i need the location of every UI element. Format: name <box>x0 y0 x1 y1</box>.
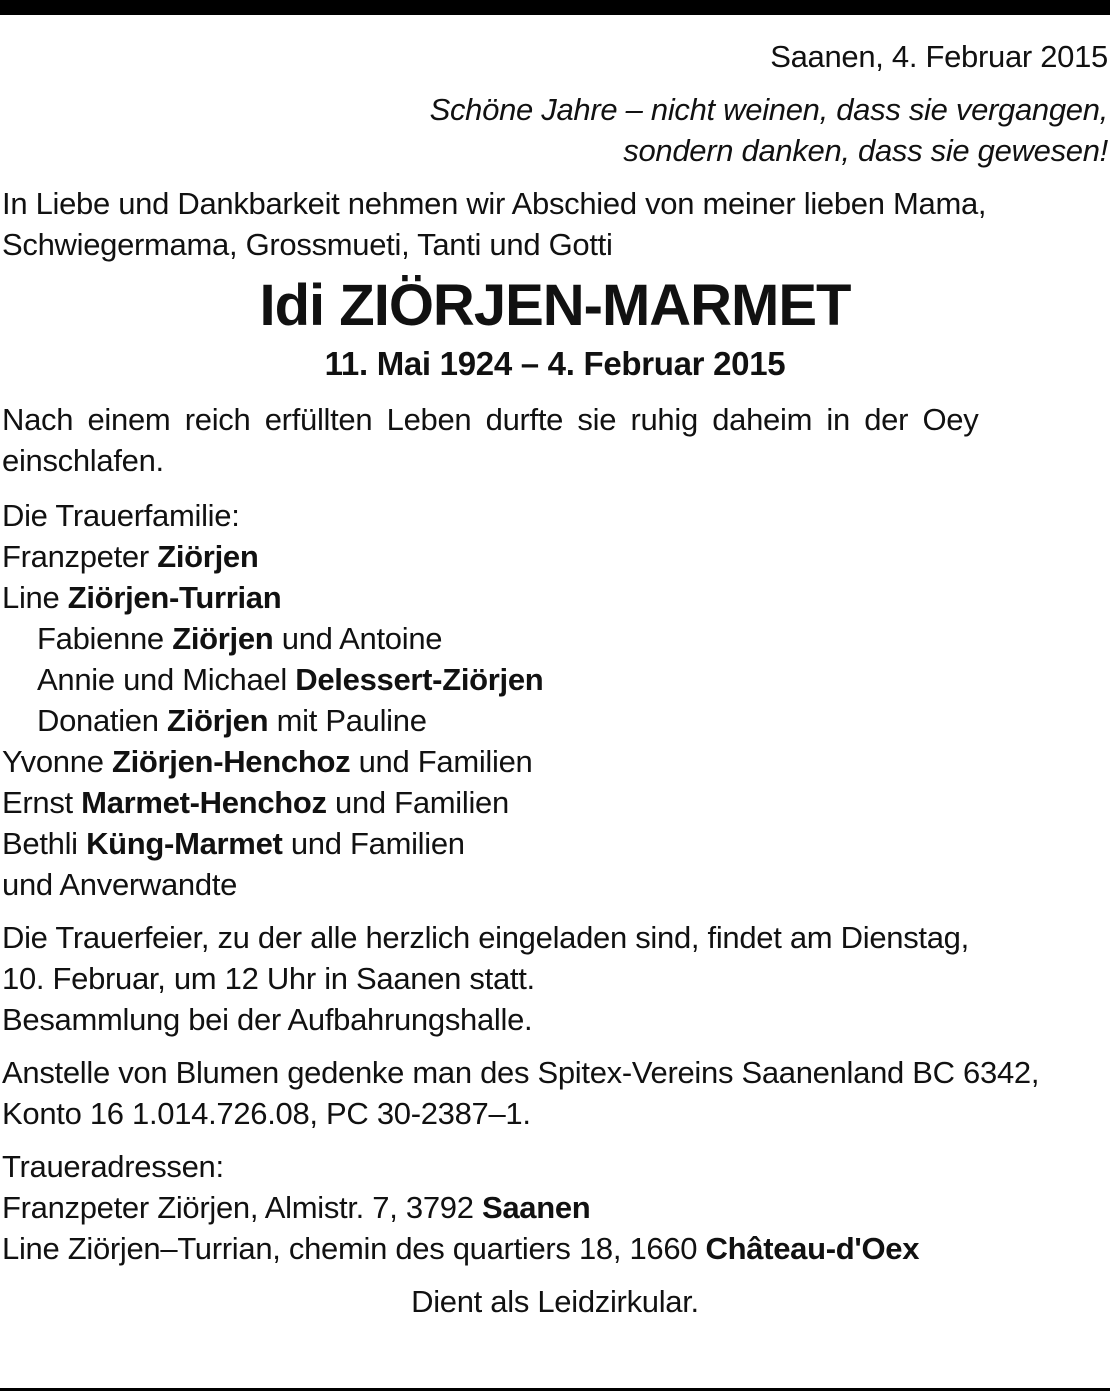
family-member <box>2 618 1108 659</box>
life-dates: 11. Mai 1924 – 4. Februar 2015 <box>324 345 786 382</box>
address-town: Château-d'Oex <box>705 1231 920 1266</box>
family-list <box>2 495 1108 905</box>
member-surname: Ziörjen <box>172 621 274 656</box>
member-suffix: und Familien <box>350 744 533 779</box>
member-surname: Ziörjen-Henchoz <box>111 744 351 779</box>
address-street: Franzpeter Ziörjen, Almistr. 7, 3792 <box>2 1190 482 1225</box>
member-suffix: mit Pauline <box>268 703 427 738</box>
memorial-quote <box>2 89 1108 171</box>
family-member <box>2 782 1108 823</box>
member-suffix: und Antoine <box>273 621 443 656</box>
member-given-name: Bethli <box>2 826 87 861</box>
donation-info <box>2 1052 1108 1134</box>
mourning-addresses <box>2 1146 1108 1269</box>
member-surname: Delessert-Ziörjen <box>295 662 544 697</box>
ceremony-line-1: Die Trauerfeier, zu der alle herzlich eingeladen sind, findet am Dienstag, <box>2 920 969 955</box>
member-suffix: und Familien <box>326 785 509 820</box>
family-member <box>2 700 1108 741</box>
family-member <box>2 823 1108 864</box>
quote-line-1: Schöne Jahre – nicht weinen, dass sie vergangen, <box>429 92 1108 127</box>
address-street: Line Ziörjen–Turrian, chemin des quartiers 18, 1660 <box>2 1231 706 1266</box>
member-given-name: Franzpeter <box>2 539 158 574</box>
member-given-name: Annie und Michael <box>37 662 296 697</box>
member-given-name: Donatien <box>37 703 168 738</box>
deceased-name: Idi ZIÖRJEN-MARMET <box>259 273 851 338</box>
intro-text <box>2 183 1108 265</box>
family-members <box>2 536 1108 864</box>
bottom-rule <box>0 1388 1110 1391</box>
member-given-name: Fabienne <box>37 621 173 656</box>
family-member <box>2 536 1108 577</box>
ceremony-line-3: Besammlung bei der Aufbahrungshalle. <box>2 1002 533 1037</box>
passing-line-1: Nach einem reich erfüllten Leben durfte sie ruhig daheim in der Oey <box>2 402 979 437</box>
member-surname: Ziörjen-Turrian <box>67 580 282 615</box>
member-given-name: Line <box>2 580 68 615</box>
member-surname: Marmet-Henchoz <box>81 785 327 820</box>
member-suffix: und Familien <box>282 826 465 861</box>
address-line <box>2 1187 1108 1228</box>
addresses-heading: Traueradressen: <box>2 1149 224 1184</box>
donation-line-1: Anstelle von Blumen gedenke man des Spitex-Vereins Saanenland BC 6342, <box>2 1055 1040 1090</box>
obituary-notice <box>2 36 1108 1322</box>
family-closing: und Anverwandte <box>2 867 238 902</box>
intro-line-1: In Liebe und Dankbarkeit nehmen wir Abschied von meiner lieben Mama, <box>2 186 987 221</box>
family-heading: Die Trauerfamilie: <box>2 498 240 533</box>
quote-line-2: sondern danken, dass sie gewesen! <box>623 133 1108 168</box>
member-surname: Küng-Marmet <box>86 826 283 861</box>
footer-note: Dient als Leidzirkular. <box>411 1284 699 1319</box>
top-rule <box>0 0 1110 15</box>
address-town: Saanen <box>481 1190 591 1225</box>
member-surname: Ziörjen <box>167 703 269 738</box>
member-given-name: Yvonne <box>2 744 112 779</box>
address-list <box>2 1187 1108 1269</box>
passing-text <box>2 399 1108 481</box>
passing-line-2: einschlafen. <box>2 443 164 478</box>
family-member <box>2 659 1108 700</box>
member-given-name: Ernst <box>2 785 82 820</box>
ceremony-line-2: 10. Februar, um 12 Uhr in Saanen statt. <box>2 961 535 996</box>
address-line <box>2 1228 1108 1269</box>
intro-line-2: Schwiegermama, Grossmueti, Tanti und Gotti <box>2 227 613 262</box>
family-member <box>2 577 1108 618</box>
family-member <box>2 741 1108 782</box>
member-surname: Ziörjen <box>157 539 259 574</box>
ceremony-info <box>2 917 1108 1040</box>
place-date: Saanen, 4. Februar 2015 <box>770 39 1108 74</box>
donation-line-2: Konto 16 1.014.726.08, PC 30-2387–1. <box>2 1096 531 1131</box>
